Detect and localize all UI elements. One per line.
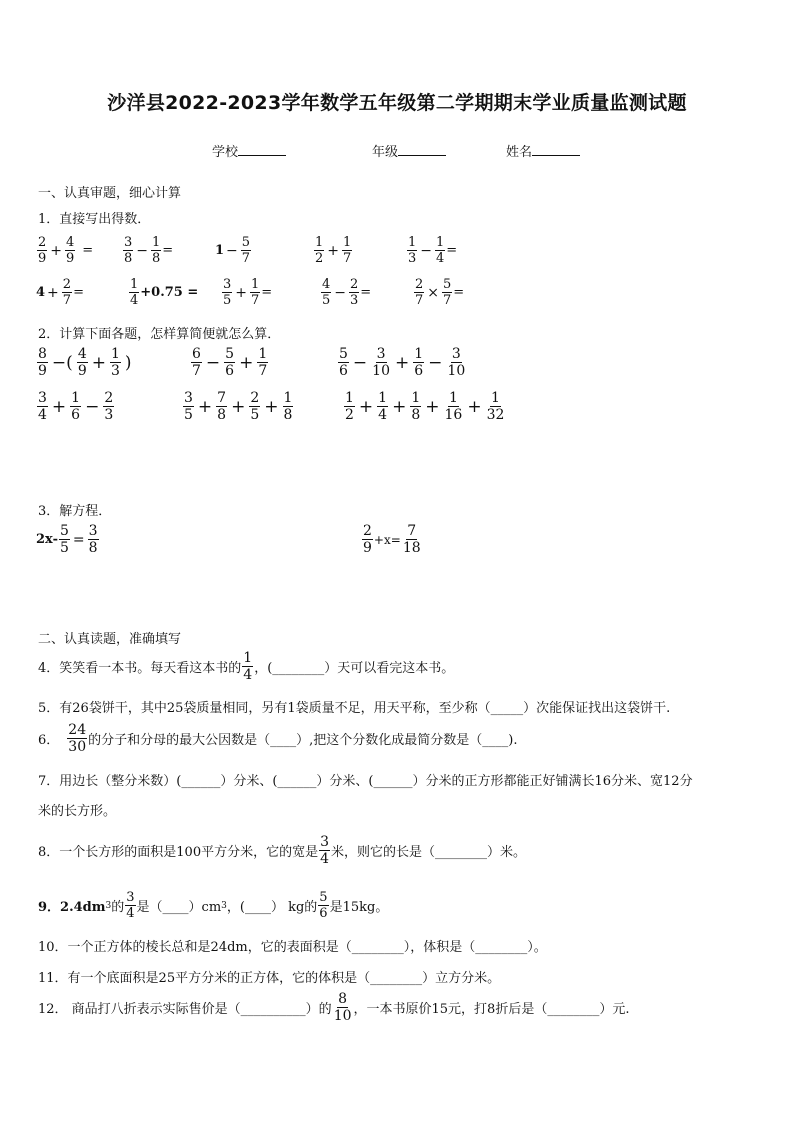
q1-item-10: $\frac{2}{7}$ × $\frac{5}{7}$ =	[415, 277, 465, 308]
q1-item-3: 1 − $\frac{5}{7}$	[215, 235, 251, 266]
name-field	[506, 141, 580, 160]
q3-label: 3．解方程．	[38, 504, 112, 519]
q3-equation-2: $\frac{2}{9}$ +x= $\frac{7}{18}$	[363, 523, 421, 556]
q10: 10．一个正方体的棱长总和是24dm，它的表面积是（________），体积是（________）。	[38, 940, 547, 955]
q2-item-2: $\frac{6}{7}$ − $\frac{5}{6}$ + $\frac{1}{7}$	[192, 346, 268, 379]
q9-sup: 3	[105, 900, 112, 911]
q2-item-1: $\frac{8}{9}$ −( $\frac{4}{9}$ + $\frac{1}{3}$ )	[38, 346, 132, 379]
q12-text-b: ，一本书原价15元，打8折后是（________）元.	[353, 1002, 630, 1017]
section2-heading: 二、认真读题，准确填写	[38, 632, 182, 647]
q1-label: 1．直接写出得数．	[38, 212, 151, 227]
q9-text-d: ，(____） kg的	[226, 900, 318, 915]
q7-line1: 7．用边长（整分米数）(______）分米、(______）分米、(______）分米的正方形都能正好铺满长16分米、宽12分	[38, 774, 693, 789]
q6-text-b: 的分子和分母的最大公因数是（____）,把这个分数化成最简分数是（____).	[88, 733, 518, 748]
q1-item-9: $\frac{4}{5}$ − $\frac{2}{3}$ =	[322, 277, 372, 308]
q9-text-a: 9．2.4dm	[38, 900, 106, 915]
q2-item-4: $\frac{3}{4}$ + $\frac{1}{6}$ − $\frac{2}{3}$	[38, 390, 114, 423]
q3-equation-1: 2x- $\frac{5}{5}$ = $\frac{3}{8}$	[36, 523, 98, 556]
q2-item-5: $\frac{3}{5}$ + $\frac{7}{8}$ + $\frac{2}{5}$ + $\frac{1}{8}$	[184, 390, 293, 423]
q2-item-6: $\frac{1}{2}$ + $\frac{1}{4}$ + $\frac{1}{8}$ + $\frac{1}{16}$ + $\frac{1}{32}$	[345, 390, 505, 423]
q9-sup2: 3	[221, 900, 227, 911]
q4-text-b: ，(________）天可以看完这本书。	[254, 661, 455, 676]
name-blank	[532, 143, 580, 156]
q1-item-6: 4 + $\frac{2}{7}$ =	[36, 277, 84, 308]
q9-text-b: 的	[111, 900, 125, 915]
q8-text-b: 米，则它的长是（________）米。	[331, 845, 527, 860]
q12: 12． 商品打八折表示实际售价是（__________）的 $\frac{8}{10}$ ，一本书原价15元，打8折后是（________）元.	[38, 991, 630, 1024]
q1-item-5: $\frac{1}{3}$ − $\frac{1}{4}$ =	[408, 235, 458, 266]
grade-field	[372, 141, 446, 160]
q9-text-e: 是15kg。	[329, 900, 389, 915]
grade-label: 年级	[372, 145, 399, 160]
q9-text-c: 是（____）cm	[136, 900, 222, 915]
q11: 11．有一个底面积是25平方分米的正方体，它的体积是（________）立方分米。	[38, 971, 501, 986]
q4-text-a: 4．笑笑看一本书。每天看这本书的	[38, 661, 242, 676]
school-field	[212, 141, 286, 160]
q12-text-a: 12． 商品打八折表示实际售价是（__________）的	[38, 1002, 332, 1017]
q8: 8．一个长方形的面积是100平方分米，它的宽是 $\frac{3}{4}$ 米，则它的长是（________）米。	[38, 834, 527, 867]
q1-item-4: $\frac{1}{2}$ + $\frac{1}{7}$	[315, 235, 352, 266]
name-label: 姓名	[506, 145, 533, 160]
q1-item-2: $\frac{3}{8}$ − $\frac{1}{8}$ =	[124, 235, 174, 266]
q2-label: 2．计算下面各题，怎样算简便就怎么算．	[38, 327, 281, 342]
q2-item-3: $\frac{5}{6}$ − $\frac{3}{10}$ + $\frac{1}{6}$ − $\frac{3}{10}$	[339, 346, 466, 379]
q4: 4．笑笑看一本书。每天看这本书的 $\frac{1}{4}$ ，(________）天可以看完这本书。	[38, 650, 455, 683]
q8-text-a: 8．一个长方形的面积是100平方分米，它的宽是	[38, 845, 319, 860]
page-title: 沙洋县2022-2023学年数学五年级第二学期期末学业质量监测试题	[107, 92, 687, 114]
section1-heading: 一、认真审题，细心计算	[38, 186, 182, 201]
grade-blank	[398, 143, 446, 156]
q6: 6． $\frac{24}{30}$ 的分子和分母的最大公因数是（____）,把这个分数化成最简分数是（____).	[38, 722, 518, 755]
school-blank	[238, 143, 286, 156]
q1-item-8: $\frac{3}{5}$ + $\frac{1}{7}$ =	[223, 277, 273, 308]
q1-item-7: $\frac{1}{4}$ +0.75 =	[130, 277, 199, 308]
q7-line2: 米的长方形。	[38, 804, 117, 819]
q1-item-1: $\frac{2}{9}$ + $\frac{4}{9}$ =	[38, 235, 94, 266]
q5: 5．有26袋饼干，其中25袋质量相同，另有1袋质量不足，用天平称，至少称（_____）次能保证找出这袋饼干.	[38, 701, 671, 716]
school-label: 学校	[212, 145, 239, 160]
q9: 9．2.4dm 3 的 $\frac{3}{4}$ 是（____）cm 3 ，(____） kg的 $\frac{5}{6}$ 是15kg。	[38, 890, 389, 921]
q6-text-a: 6．	[38, 733, 60, 748]
